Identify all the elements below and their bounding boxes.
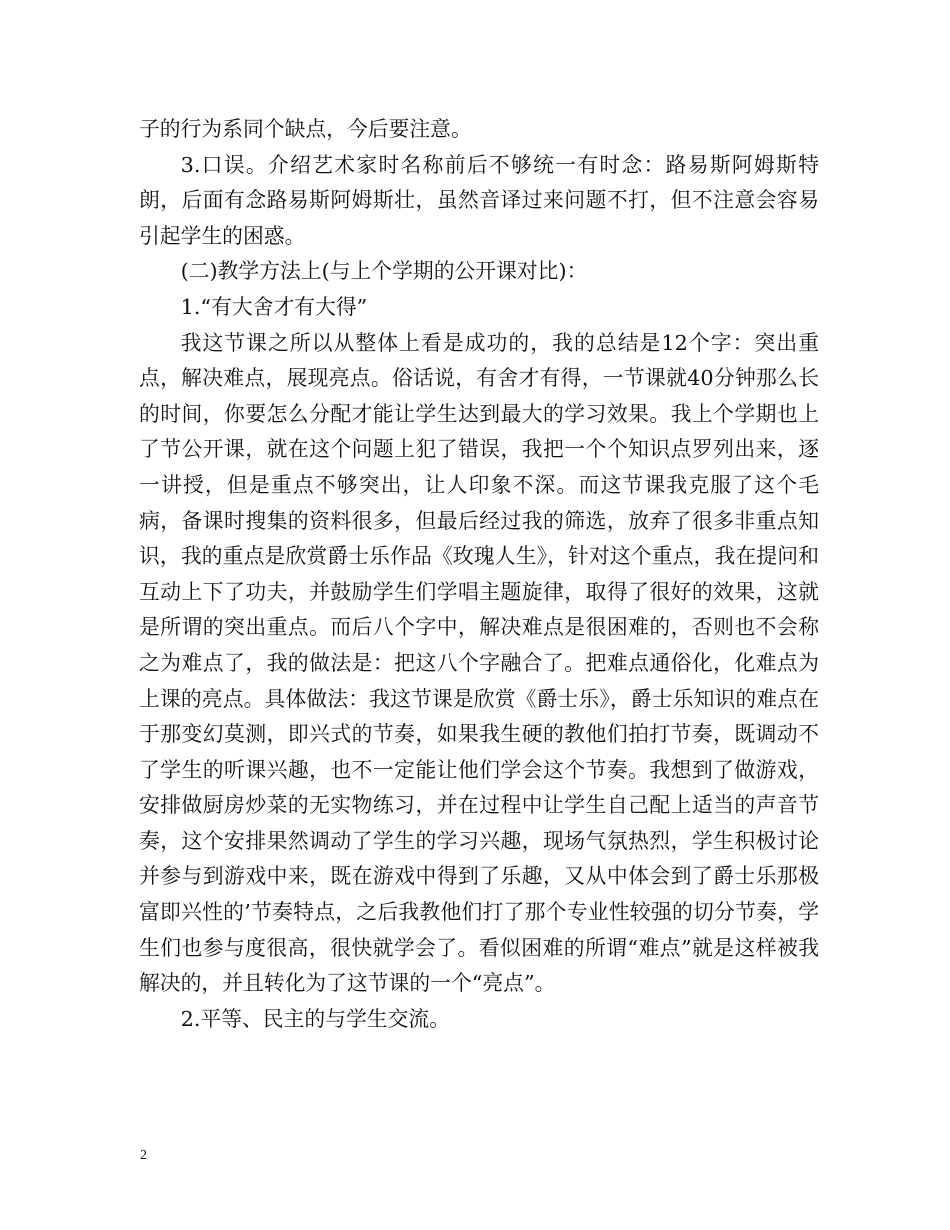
paragraph-1: 子的行为系同个缺点，今后要注意。 xyxy=(139,117,472,141)
page-number: 2 xyxy=(140,1148,147,1163)
paragraph-4: 1.“有大舍才有大得” xyxy=(180,294,368,319)
paragraph-3: (二)教学方法上(与上个学期的公开课对比)： xyxy=(180,259,588,284)
paragraph-2: 3.口误。介绍艺术家时名称前后不够统一有时念：路易斯阿姆斯特朗，后面有念路易斯阿姆斯壮，虽然音译过来问题不打，但不注意会容易引起学生的困惑。 xyxy=(139,152,819,248)
paragraph-5: 我这节课之所以从整体上看是成功的，我的总结是12个字：突出重点，解决难点，展现亮点。俗话说，有舍才有得，一节课就40分钟那么长的时间，你要怎么分配才能让学生达到最大的学习效果。我上个学期也上了节公开课，就在这个问题上犯了错误，我把一个个知识点罗列出来，逐一讲授，但是重点不够突出，让人印象不深。而这节课我克服了这个毛病，备课时搜集的资料很多，但最后经过我的筛选，放弃了很多非重点知识，我的重点是欣赏爵士乐作品《玫瑰人生》，针对这个重点，我在提问和互动上下了功夫，并鼓励学生们学唱主题旋律，取得了很好的效果，这就是所谓的突出重点。而后八个字中，解决难点是很困难的，否则也不会称之为难点了，我的做法是：把这八个字融合了。把难点通俗化，化难点为上课的亮点。具体做法：我这节课是欣赏《爵士乐》，爵士乐知识的难点在于那变幻莫测，即兴式的节奏，如果我生硬的教他们拍打节奏，既调动不了学生的听课兴趣，也不一定能让他们学会这个节奏。我想到了做游戏，安排做厨房炒菜的无实物练习，并在过程中让学生自己配上适当的声音节奏，这个安排果然调动了学生的学习兴趣，现场气氛热烈，学生积极讨论并参与到游戏中来，既在游戏中得到了乐趣，又从中体会到了爵士乐那极富即兴性的’节奏特点，之后我教他们打了那个专业性较强的切分节奏，学生们也参与度很高，很快就学会了。看似困难的所谓“难点”就是这样被我解决的，并且转化为了这节课的一个“亮点”。 xyxy=(139,330,819,996)
document-body xyxy=(139,112,819,1037)
paragraph-6: 2.平等、民主的与学生交流。 xyxy=(180,1006,450,1031)
